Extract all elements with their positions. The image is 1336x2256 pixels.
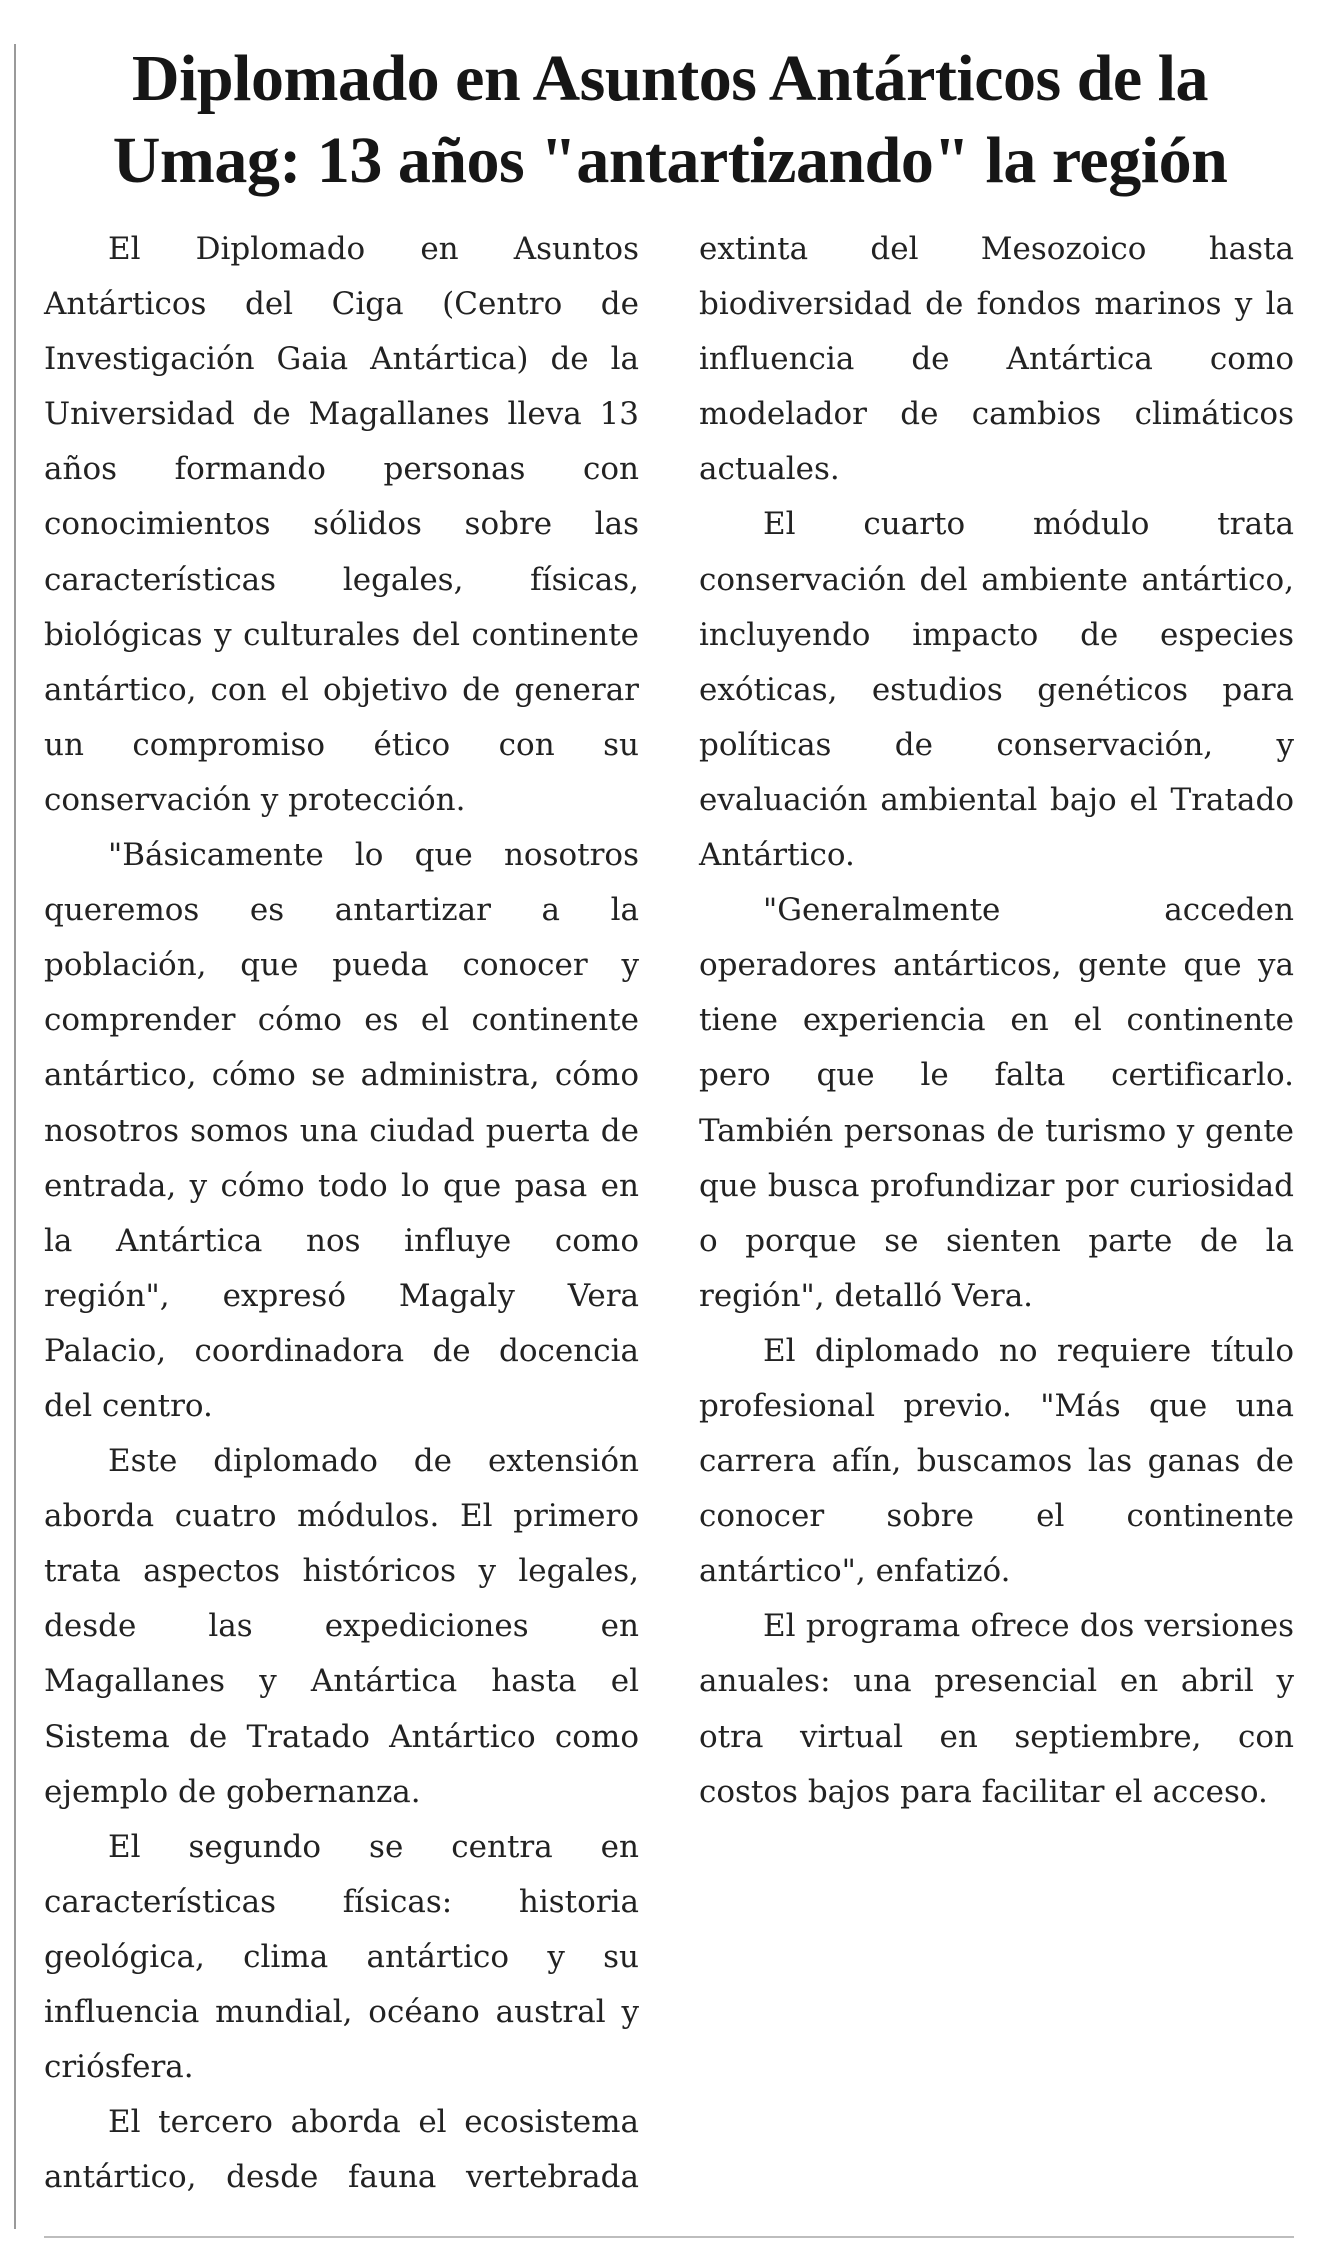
column-rule-left [14, 44, 16, 2229]
article-paragraph-2: "Básicamente lo que nosotros queremos es antartizar a la población, que pueda conocer y comprender cómo es el continente antártico, cómo se administra, cómo nosotros somos una ciudad puerta de entrada, y cómo todo lo que pasa en la Antártica nos influye como región", expresó Magaly Vera Palacio, coordinadora de docencia del centro. [44, 837, 639, 1424]
article-paragraph-1: El Diplomado en Asuntos Antárticos del Ciga (Centro de Investigación Gaia Antártica) de la Universidad de Magallanes lleva 13 años formando personas con conocimientos sólidos sobre las características legales, físicas, biológicas y culturales del continente antártico, con el objetivo de generar un compromiso ético con su conservación y protección. [44, 231, 639, 818]
article-paragraph-6: El cuarto módulo trata conservación del ambiente antártico, incluyendo impacto de especies exóticas, estudios genéticos para políticas de conservación, y evaluación ambiental bajo el Tratado Antártico. [699, 506, 1294, 874]
article-paragraph-8: El diplomado no requiere título profesional previo. "Más que una carrera afín, buscamos las ganas de conocer sobre el continente antártico", enfatizó. [699, 1332, 1294, 1590]
article-paragraph-4: El segundo se centra en características físicas: historia geológica, clima antártico y su influencia mundial, océano austral y criósfera. [44, 1828, 639, 2086]
article-paragraph-5: El tercero aborda el ecosistema antártico, desde fauna vertebrada extinta del Mesozoico hasta biodiversidad de fondos marinos y la influencia de Antártica como modelador de cambios climáticos actuales. [44, 231, 1294, 2196]
article-paragraph-7: "Generalmente acceden operadores antárticos, gente que ya tiene experiencia en el continente pero que le falta certificarlo. También personas de turismo y gente que busca profundizar por curiosidad o porque se sienten parte de la región", detalló Vera. [699, 892, 1294, 1314]
article-headline: Diplomado en Asuntos Antárticos de la Umag: 13 años "antartizando" la región [112, 42, 1228, 197]
article-paragraph-3: Este diplomado de extensión aborda cuatro módulos. El primero trata aspectos históricos y legales, desde las expediciones en Magallanes y Antártica hasta el Sistema de Tratado Antártico como ejemplo de gobernanza. [44, 1443, 639, 1810]
article-body [44, 222, 1294, 2222]
bottom-divider [44, 2236, 1294, 2238]
article-paragraph-9: El programa ofrece dos versiones anuales: una presencial en abril y otra virtual en septiembre, con costos bajos para facilitar el acceso. [699, 1608, 1294, 1810]
